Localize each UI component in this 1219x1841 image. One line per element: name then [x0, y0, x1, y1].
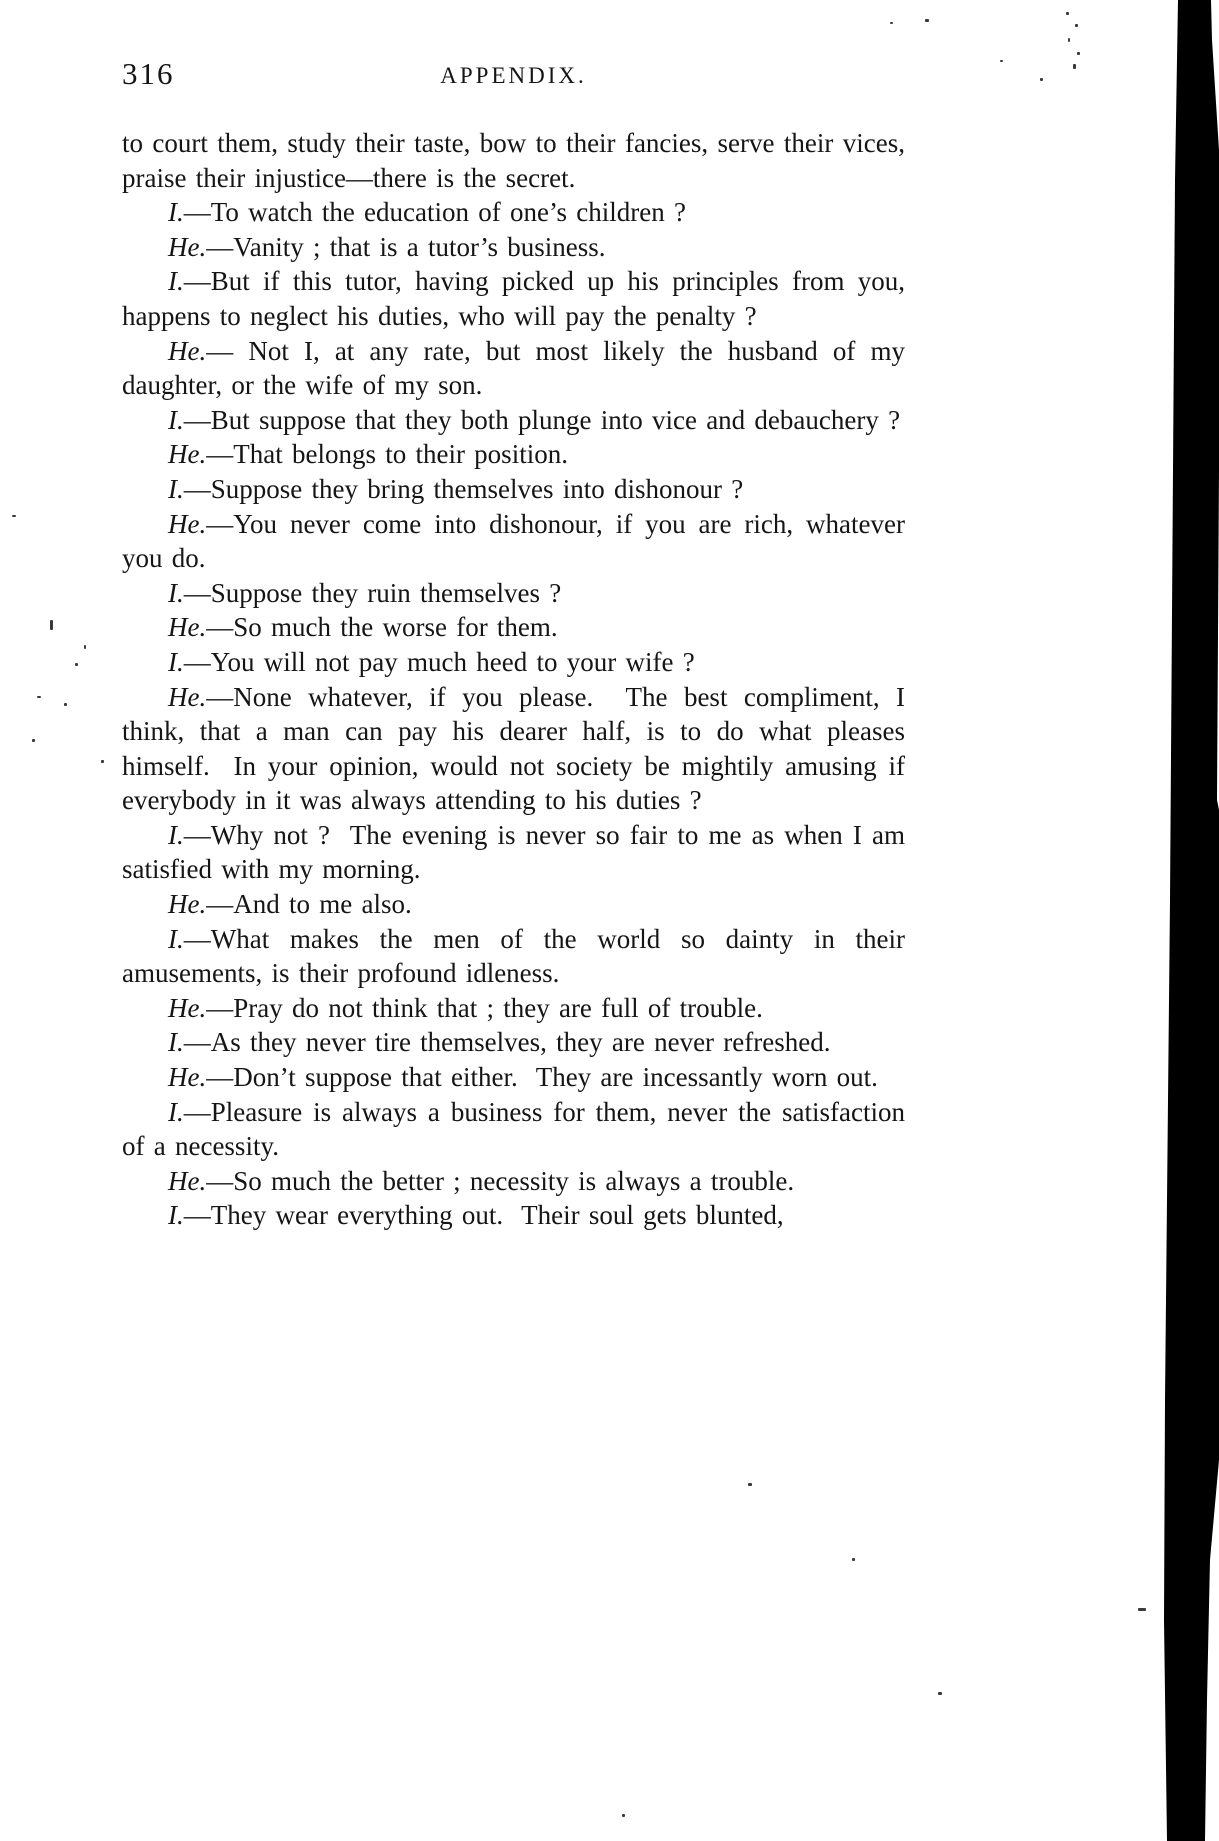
scan-speckle — [925, 19, 929, 22]
speaker-label: I. — [168, 473, 184, 504]
dialogue-paragraph — [122, 1060, 905, 1095]
scan-speckle — [32, 739, 35, 742]
speaker-label: He. — [168, 992, 207, 1023]
speaker-label: I. — [168, 197, 184, 228]
speaker-label: He. — [168, 1165, 207, 1196]
dialogue-paragraph — [122, 645, 905, 680]
dialogue-text: —But if this tutor, having picked up his principles from you, happens to neglect his duties, who will pay the penalty ? — [122, 266, 905, 331]
scan-speckle — [1073, 64, 1076, 69]
dialogue-text: —None whatever, if you please. The best compliment, I think, that a man can pay his dearer half, is to do what pleases himself. In your opinion, would not society be mightily amusing if everybody in it was always attending to his duties ? — [122, 681, 905, 816]
scan-speckle — [748, 1483, 752, 1486]
dialogue-text: —Suppose they ruin themselves ? — [183, 577, 562, 608]
dialogue-text: —Pray do not think that ; they are full of trouble. — [206, 992, 763, 1023]
dialogue-text: —So much the worse for them. — [206, 612, 558, 643]
scan-speckle — [84, 645, 86, 649]
dialogue-text: to court them, study their taste, bow to their fancies, serve their vices, praise their injustice—there is the secret. — [122, 128, 905, 193]
dialogue-text: —Vanity ; that is a tutor’s business. — [206, 231, 606, 262]
dialogue-paragraph — [122, 991, 905, 1026]
scan-speckle — [852, 1558, 855, 1561]
speaker-label: I. — [168, 266, 184, 297]
dialogue-paragraph — [122, 507, 905, 576]
scan-gutter-bar — [1158, 0, 1219, 1841]
dialogue-paragraph — [122, 922, 905, 991]
scan-speckle — [101, 760, 104, 763]
dialogue-paragraph — [122, 264, 905, 333]
dialogue-paragraph — [122, 576, 905, 611]
dialogue-text: —You will not pay much heed to your wife ? — [183, 646, 695, 677]
speaker-label: He. — [168, 439, 207, 470]
speaker-label: I. — [168, 404, 184, 435]
scan-speckle — [1075, 24, 1078, 27]
dialogue-paragraph — [122, 403, 905, 438]
speaker-label: He. — [168, 1062, 207, 1093]
dialogue-paragraph — [122, 680, 905, 818]
speaker-label: He. — [168, 612, 207, 643]
speaker-label: I. — [168, 819, 184, 850]
scan-speckle — [890, 22, 893, 24]
dialogue-paragraph — [122, 1164, 905, 1199]
page-header — [122, 56, 905, 96]
dialogue-text: —Pleasure is always a business for them, never the satisfaction of a necessity. — [122, 1096, 905, 1162]
page-body — [122, 126, 905, 1233]
scan-speckle — [938, 1692, 942, 1695]
speaker-label: He. — [168, 231, 207, 262]
dialogue-text: —To watch the education of one’s children ? — [183, 197, 686, 228]
dialogue-text: —What makes the men of the world so dainty in their amusements, is their profound idleness. — [122, 923, 905, 989]
speaker-label: I. — [168, 646, 184, 677]
scan-speckle — [1040, 78, 1043, 81]
speaker-label: I. — [168, 923, 184, 954]
scan-speckle — [1068, 38, 1070, 42]
dialogue-text: —You never come into dishonour, if you are rich, whatever you do. — [122, 508, 905, 574]
scan-speckle — [12, 515, 16, 517]
dialogue-paragraph — [122, 1095, 905, 1164]
dialogue-text: —Don’t suppose that either. They are incessantly worn out. — [206, 1062, 878, 1093]
dialogue-paragraph — [122, 230, 905, 265]
scan-speckle — [1066, 12, 1069, 15]
dialogue-paragraph — [122, 472, 905, 507]
dialogue-text: —They wear everything out. Their soul gets blunted, — [183, 1200, 784, 1231]
dialogue-paragraph — [122, 437, 905, 472]
speaker-label: He. — [168, 508, 207, 539]
dialogue-text: —That belongs to their position. — [206, 439, 568, 470]
speaker-label: I. — [168, 1200, 184, 1231]
scan-speckle — [1077, 52, 1080, 55]
speaker-label: He. — [168, 889, 207, 920]
speaker-label: He. — [168, 335, 207, 366]
speaker-label: He. — [168, 681, 207, 712]
dialogue-paragraph — [122, 610, 905, 645]
scan-speckle — [1138, 1608, 1146, 1611]
running-head: APPENDIX. — [440, 63, 587, 88]
dialogue-text: —And to me also. — [206, 889, 412, 920]
scan-speckle — [64, 703, 67, 706]
dialogue-text: — Not I, at any rate, but most likely the husband of my daughter, or the wife of my son. — [122, 335, 905, 401]
dialogue-paragraph — [122, 887, 905, 922]
page-number: 316 — [122, 56, 175, 91]
scan-speckle — [622, 1814, 625, 1817]
dialogue-paragraph — [122, 126, 905, 195]
dialogue-paragraph — [122, 334, 905, 403]
dialogue-paragraph — [122, 195, 905, 230]
speaker-label: I. — [168, 1096, 184, 1127]
speaker-label: I. — [168, 577, 184, 608]
scan-speckle — [1000, 60, 1003, 62]
dialogue-text: —Suppose they bring themselves into dishonour ? — [183, 473, 744, 504]
dialogue-text: —But suppose that they both plunge into vice and debauchery ? — [183, 404, 901, 435]
speaker-label: I. — [168, 1027, 184, 1058]
dialogue-text: —So much the better ; necessity is always a trouble. — [206, 1165, 795, 1196]
scan-speckle — [75, 663, 78, 666]
dialogue-paragraph — [122, 1198, 905, 1233]
dialogue-text: —Why not ? The evening is never so fair to me as when I am satisfied with my morning. — [122, 819, 905, 885]
scan-speckle — [50, 620, 53, 630]
scan-speckle — [37, 696, 41, 698]
dialogue-paragraph — [122, 1025, 905, 1060]
dialogue-text: —As they never tire themselves, they are never refreshed. — [183, 1027, 831, 1058]
dialogue-paragraph — [122, 818, 905, 887]
